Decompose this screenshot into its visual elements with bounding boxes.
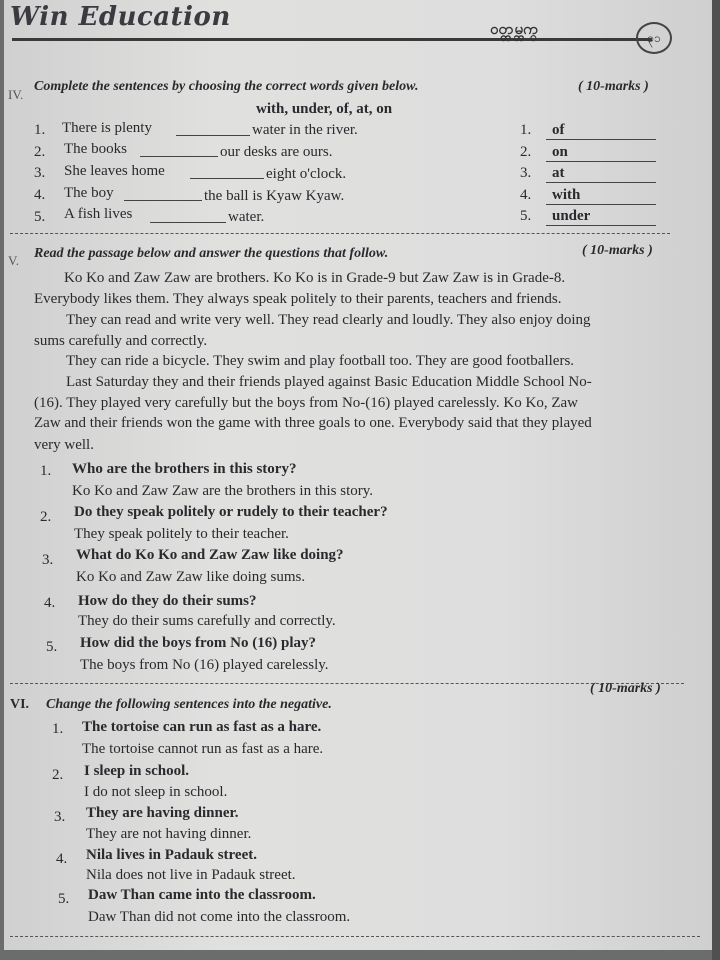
question-text: Who are the brothers in this story? — [72, 461, 297, 477]
answer-text: I do not sleep in school. — [84, 784, 228, 800]
question-number: 1. — [52, 721, 64, 737]
passage-line: very well. — [34, 437, 94, 453]
answer-text: They are not having dinner. — [86, 826, 252, 842]
worksheet-page — [4, 0, 712, 950]
question-text: How do they do their sums? — [78, 593, 257, 609]
answer-number: 1. — [520, 122, 532, 138]
section-roman: V. — [8, 253, 19, 268]
question-text: They are having dinner. — [86, 805, 239, 821]
answer-text: The boys from No (16) played carelessly. — [80, 657, 329, 673]
question-number: 2. — [40, 509, 52, 525]
answer-text: Nila does not live in Padauk street. — [86, 867, 296, 883]
answer-blank — [176, 135, 250, 136]
item-left-text: The books — [64, 141, 127, 157]
answer-line — [546, 161, 656, 162]
burmese-subject-label: ဝတ္တမ္ဘက္ — [490, 20, 538, 38]
answer-text: The tortoise cannot run as fast as a hare. — [82, 741, 324, 757]
item-right-text: the ball is Kyaw Kyaw. — [204, 188, 345, 204]
word-bank: with, under, of, at, on — [256, 101, 393, 117]
item-number: 1. — [34, 122, 46, 138]
page-number: ၃၁ — [636, 22, 672, 54]
section-marks: ( 10-marks ) — [582, 243, 653, 258]
question-number: 3. — [42, 552, 54, 568]
answer-line — [546, 182, 656, 183]
passage-line: Ko Ko and Zaw Zaw are brothers. Ko Ko is in Grade-9 but Zaw Zaw is in Grade-8. — [64, 270, 566, 286]
section-instruction: Change the following sentences into the negative. — [46, 697, 332, 712]
passage-line: (16). They played very carefully but the boys from No-(16) played carelessly. Ko Ko, Zaw — [34, 395, 578, 411]
answer-text: Daw Than did not come into the classroom. — [88, 909, 351, 925]
item-number: 5. — [34, 209, 46, 225]
section-instruction: Read the passage below and answer the questions that follow. — [34, 246, 389, 261]
section-marks: ( 10-marks ) — [578, 79, 649, 94]
section-roman: VI. — [10, 697, 30, 712]
question-text: Do they speak politely or rudely to their teacher? — [74, 504, 388, 520]
section-marks: ( 10-marks ) — [590, 681, 661, 696]
item-right-text: water in the river. — [252, 122, 358, 138]
item-left-text: She leaves home — [64, 163, 165, 179]
answer-word: under — [552, 208, 591, 224]
question-number: 3. — [54, 809, 66, 825]
question-text: How did the boys from No (16) play? — [80, 635, 316, 651]
answer-line — [546, 139, 656, 140]
answer-line — [546, 225, 656, 226]
section-divider — [10, 683, 684, 684]
answer-line — [546, 204, 656, 205]
answer-word: with — [552, 187, 581, 203]
question-text: Daw Than came into the classroom. — [88, 887, 316, 903]
passage-line: Everybody likes them. They always speak politely to their parents, teachers and friends. — [34, 291, 562, 307]
question-text: Nila lives in Padauk street. — [86, 847, 257, 863]
answer-number: 4. — [520, 187, 532, 203]
answer-blank — [124, 200, 202, 201]
item-left-text: A fish lives — [64, 206, 133, 222]
publisher-logo: Win Education — [10, 2, 231, 32]
question-number: 5. — [58, 891, 70, 907]
header-rule — [12, 38, 652, 41]
question-number: 4. — [44, 595, 56, 611]
item-right-text: eight o'clock. — [266, 166, 347, 182]
question-text: The tortoise can run as fast as a hare. — [82, 719, 322, 735]
section-divider — [10, 936, 700, 937]
question-number: 5. — [46, 639, 58, 655]
answer-word: of — [552, 122, 565, 138]
item-number: 3. — [34, 165, 46, 181]
item-right-text: water. — [228, 209, 265, 225]
page-edge-shadow — [712, 0, 720, 960]
question-text: I sleep in school. — [84, 763, 190, 779]
question-number: 1. — [40, 463, 52, 479]
passage-line: Last Saturday they and their friends played against Basic Education Middle School No- — [66, 374, 592, 390]
answer-blank — [190, 178, 264, 179]
answer-number: 5. — [520, 208, 532, 224]
answer-word: on — [552, 144, 568, 160]
answer-number: 3. — [520, 165, 532, 181]
answer-text: Ko Ko and Zaw Zaw like doing sums. — [76, 569, 306, 585]
item-left-text: There is plenty — [62, 120, 152, 136]
passage-line: They can ride a bicycle. They swim and play football too. They are good footballers. — [66, 353, 575, 369]
item-right-text: our desks are ours. — [220, 144, 333, 160]
answer-text: They speak politely to their teacher. — [74, 526, 289, 542]
answer-text: They do their sums carefully and correctly. — [78, 613, 336, 629]
passage-line: They can read and write very well. They read clearly and loudly. They also enjoy doing — [66, 312, 591, 328]
passage-line: Zaw and their friends won the game with three goals to one. Everybody said that they played — [34, 415, 592, 431]
section-roman: IV. — [8, 87, 24, 102]
question-number: 4. — [56, 851, 68, 867]
question-number: 2. — [52, 767, 64, 783]
page-header — [4, 0, 712, 60]
answer-word: at — [552, 165, 565, 181]
section-divider — [10, 233, 670, 234]
item-number: 2. — [34, 144, 46, 160]
passage-line: sums carefully and correctly. — [34, 333, 208, 349]
answer-blank — [150, 222, 226, 223]
item-left-text: The boy — [64, 185, 114, 201]
section-instruction: Complete the sentences by choosing the correct words given below. — [34, 79, 419, 94]
answer-blank — [140, 156, 218, 157]
question-text: What do Ko Ko and Zaw Zaw like doing? — [76, 547, 344, 563]
answer-number: 2. — [520, 144, 532, 160]
item-number: 4. — [34, 187, 46, 203]
answer-text: Ko Ko and Zaw Zaw are the brothers in this story. — [72, 483, 374, 499]
